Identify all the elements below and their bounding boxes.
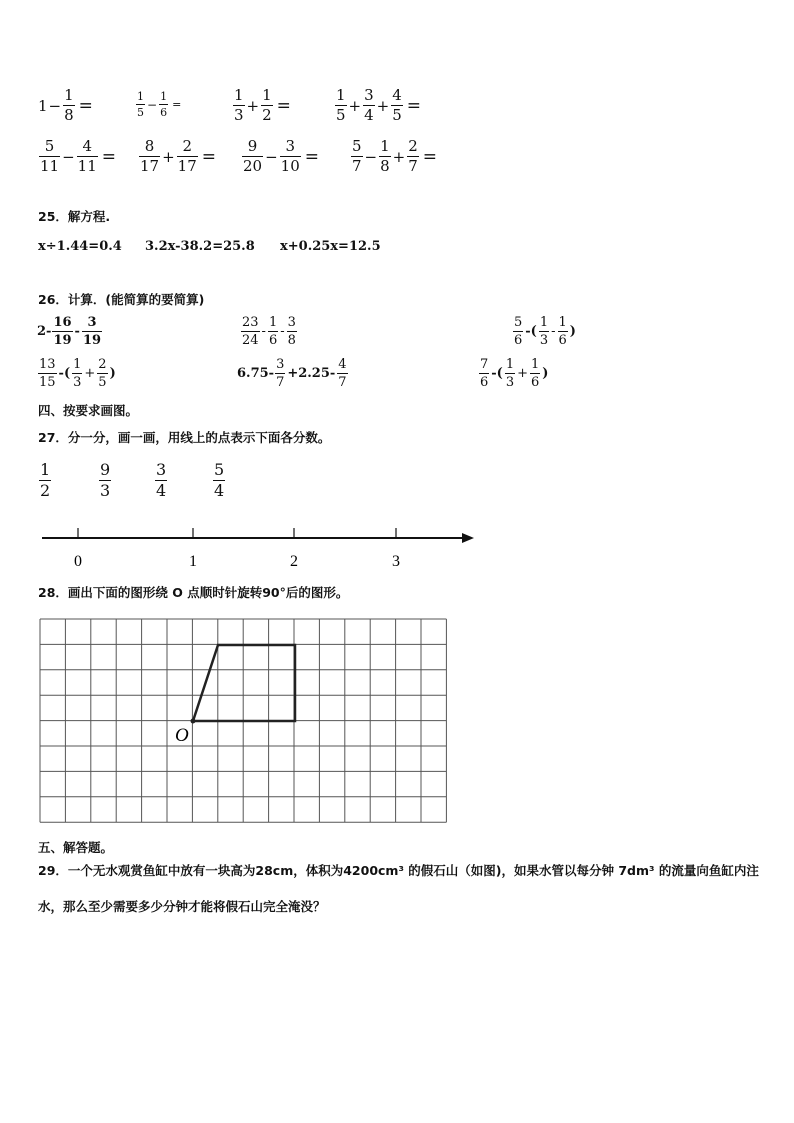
q27-fraction-1-2 [38, 462, 52, 499]
expr-5-7-minus-1-8-plus-2-7: $\frac{5}{7}$ − $\frac{1}{8}$ + $\frac{2}{7}$ = [352, 137, 438, 175]
fraction: $\frac{16}{19}$ [53, 315, 72, 348]
fraction: $\frac{1}{3}$ [539, 315, 549, 348]
fraction: $\frac{1}{2}$ [262, 86, 272, 124]
expr-9-20-minus-3-10: $\frac{9}{20}$ − $\frac{3}{10}$ = [243, 137, 320, 175]
fraction: $\frac{1}{6}$ [558, 315, 567, 348]
fraction: $\frac{3}{10}$ [280, 137, 300, 175]
expr-5-11-minus-4-11: $\frac{5}{11}$ − $\frac{4}{11}$ = [40, 137, 117, 175]
q28-title: 28．画出下面的图形绕 O 点顺时针旋转90°后的图形。 [38, 585, 349, 600]
q26-expr-3: $\frac{5}{6}$ -( $\frac{1}{3}$ - $\frac{1}{6}$ ) [514, 315, 576, 348]
quadrilateral-shape [193, 645, 295, 721]
q26-expr-5: 6.75- $\frac{3}{7}$ +2.25- $\frac{4}{7}$ [237, 357, 347, 390]
fraction: $\frac{3}{19}$ [82, 315, 102, 348]
q27-fraction-9-3 [98, 462, 112, 499]
section-4-title: 四、按要求画图。 [38, 403, 139, 418]
fraction: $\frac{3}{7}$ [276, 357, 285, 390]
fraction: $\frac{9}{3}$ [100, 460, 111, 500]
fraction: $\frac{1}{6}$ [268, 315, 278, 348]
tick-label-3: 3 [392, 553, 400, 570]
fraction: $\frac{1}{8}$ [64, 86, 74, 124]
fraction: $\frac{8}{17}$ [140, 137, 160, 175]
tick-label-2: 2 [290, 553, 298, 570]
fraction: $\frac{4}{5}$ [392, 86, 402, 124]
fraction: $\frac{5}{7}$ [352, 137, 362, 175]
fraction: $\frac{1}{2}$ [40, 460, 51, 500]
fraction: $\frac{3}{4}$ [156, 460, 167, 500]
fraction: $\frac{1}{6}$ [160, 90, 168, 119]
fraction: $\frac{1}{3}$ [234, 86, 244, 124]
point-o-label: O [175, 725, 189, 746]
fraction: $\frac{7}{6}$ [480, 357, 489, 390]
q27-fraction-5-4 [212, 462, 226, 499]
point-o [191, 719, 196, 724]
arrow-right-icon [462, 533, 474, 543]
fraction: $\frac{23}{24}$ [242, 315, 259, 348]
q25-equation-1: x÷1.44=0.4 [38, 239, 122, 254]
fraction: $\frac{1}{6}$ [531, 357, 540, 390]
tick-label-0: 0 [74, 553, 82, 570]
expr-1-5-minus-1-6: $\frac{1}{5}$ − $\frac{1}{6}$ = [137, 90, 182, 119]
fraction: $\frac{1}{3}$ [73, 357, 82, 390]
section-5-title: 五、解答题。 [38, 840, 114, 855]
fraction: $\frac{4}{7}$ [338, 357, 347, 390]
expr-1-minus-1-8: 1 − $\frac{1}{8}$ = [38, 86, 93, 124]
fraction: $\frac{5}{6}$ [514, 315, 523, 348]
fraction: $\frac{2}{7}$ [408, 137, 418, 175]
q25-equation-2: 3.2x-38.2=25.8 [145, 239, 255, 254]
number-line [0, 520, 794, 580]
fraction: $\frac{2}{17}$ [177, 137, 197, 175]
fraction: $\frac{2}{5}$ [98, 357, 107, 390]
fraction: $\frac{9}{20}$ [243, 137, 263, 175]
fraction: $\frac{1}{5}$ [137, 90, 144, 119]
q27-title: 27．分一分，画一画，用线上的点表示下面各分数。 [38, 430, 331, 445]
fraction: $\frac{1}{8}$ [380, 137, 390, 175]
q26-expr-6: $\frac{7}{6}$ -( $\frac{1}{3}$ + $\frac{1}{6}$ ) [480, 357, 549, 390]
fraction: $\frac{1}{5}$ [336, 86, 346, 124]
q26-expr-4: $\frac{13}{15}$ -( $\frac{1}{3}$ + $\frac{2}{5}$ ) [39, 357, 116, 390]
q25-equation-3: x+0.25x=12.5 [280, 239, 381, 254]
fraction: $\frac{5}{4}$ [214, 460, 225, 500]
expr-1-5-plus-3-4-plus-4-5: $\frac{1}{5}$ + $\frac{3}{4}$ + $\frac{4}{5}$ = [336, 86, 422, 124]
q26-title: 26．计算．(能简算的要简算) [38, 292, 205, 307]
expr-1-3-plus-1-2: $\frac{1}{3}$ + $\frac{1}{2}$ = [234, 86, 291, 124]
q25-title: 25．解方程. [38, 209, 111, 224]
fraction: $\frac{13}{15}$ [39, 357, 56, 390]
q26-expr-1: 2- $\frac{16}{19}$ - $\frac{3}{19}$ [37, 315, 102, 348]
fraction: $\frac{4}{11}$ [77, 137, 97, 175]
fraction: $\frac{1}{3}$ [505, 357, 515, 390]
tick-label-1: 1 [189, 553, 197, 570]
q26-expr-2: $\frac{23}{24}$ - $\frac{1}{6}$ - $\frac{3}{8}$ [242, 315, 296, 348]
rotation-grid [0, 610, 794, 840]
fraction: $\frac{3}{8}$ [287, 315, 296, 348]
expr-8-17-plus-2-17: $\frac{8}{17}$ + $\frac{2}{17}$ = [140, 137, 217, 175]
q27-fraction-3-4 [154, 462, 168, 499]
q29-text: 29．一个无水观赏鱼缸中放有一块高为28cm，体积为4200cm³ 的假石山（如图)，如果水管以每分钟 7dm³ 的流量向鱼缸内注水，那么至少需要多少分钟才能将假石山完全淹没？ [38, 863, 759, 914]
fraction: $\frac{3}{4}$ [364, 86, 374, 124]
fraction: $\frac{5}{11}$ [40, 137, 60, 175]
